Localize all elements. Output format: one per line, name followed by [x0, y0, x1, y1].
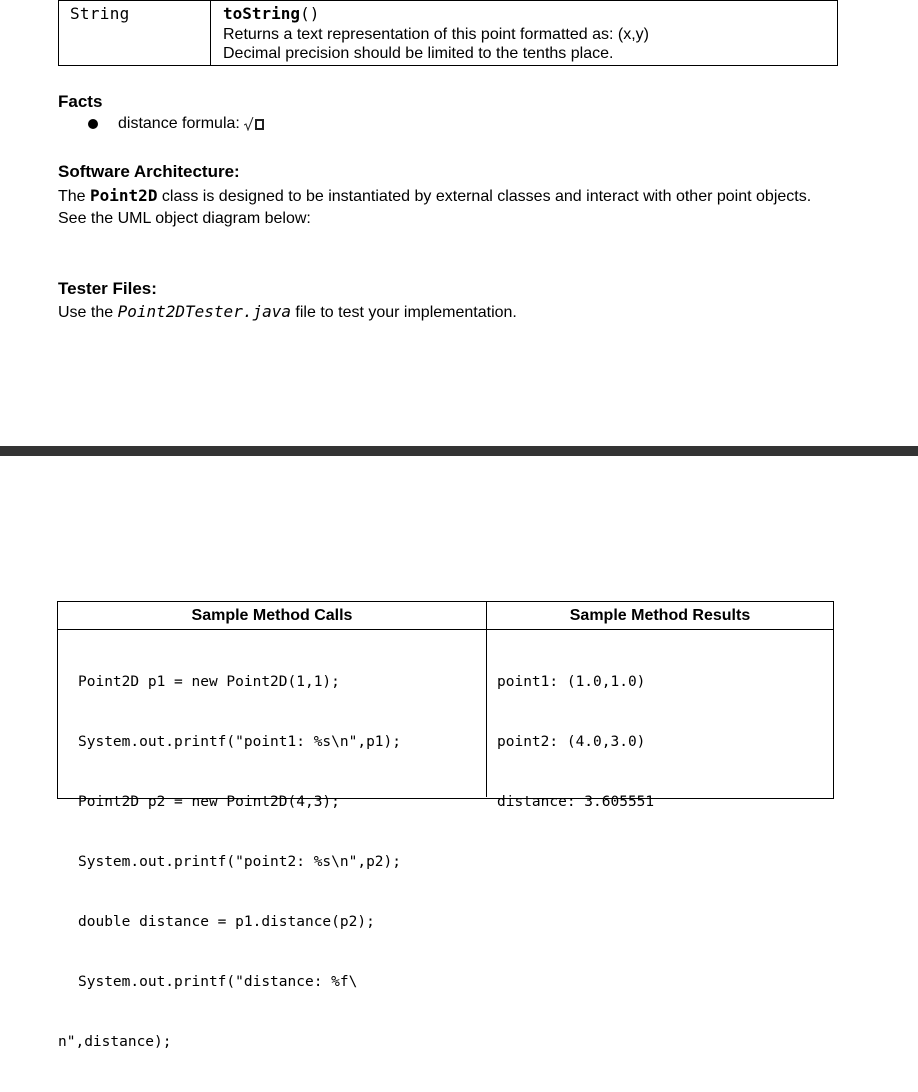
return-type: String	[59, 1, 211, 65]
method-table	[58, 0, 838, 66]
tester-text-before: Use the	[58, 304, 118, 321]
page-divider	[0, 446, 918, 456]
code-line-wrap: n",distance);	[58, 1034, 172, 1050]
sample-results-cell	[487, 630, 833, 810]
method-description-line: Decimal precision should be limited to the tenths place.	[223, 45, 614, 62]
sample-table	[57, 601, 834, 1050]
method-name: toString	[223, 4, 301, 23]
square-root-icon	[244, 117, 264, 131]
method-cell	[211, 1, 837, 65]
architecture-text-before: The	[58, 188, 91, 205]
code-line: System.out.printf("distance: %f\	[78, 974, 358, 990]
class-name: Point2D	[90, 186, 158, 205]
bullet-icon	[88, 119, 98, 129]
sample-table-header	[58, 602, 833, 630]
architecture-text	[58, 185, 818, 230]
sample-calls-cell	[58, 630, 487, 1050]
tester-text	[58, 302, 517, 322]
header-sample-calls: Sample Method Calls	[58, 602, 487, 629]
placeholder-box-icon	[255, 119, 264, 130]
tester-text-after: file to test your implementation.	[290, 304, 517, 321]
code-line: System.out.printf("point1: %s\n",p1);	[78, 734, 402, 750]
tester-heading: Tester Files:	[58, 279, 157, 298]
code-line: Point2D p1 = new Point2D(1,1);	[78, 674, 340, 690]
architecture-heading: Software Architecture:	[58, 162, 240, 181]
method-description-line: Returns a text representation of this point formatted as: (x,y)	[223, 26, 649, 43]
tester-file-name: Point2DTester.java	[117, 302, 291, 321]
architecture-text-after: class is designed to be instantiated by external classes and interact with other point objects. See the UML object diagram below:	[58, 188, 812, 227]
code-line: double distance = p1.distance(p2);	[78, 914, 375, 930]
fact-label: distance formula:	[118, 115, 240, 132]
code-line: System.out.printf("point2: %s\n",p2);	[78, 854, 402, 870]
result-line: point1: (1.0,1.0)	[497, 674, 646, 690]
method-signature	[223, 4, 837, 25]
fact-list-item	[88, 115, 264, 133]
facts-heading: Facts	[58, 92, 103, 111]
sample-table-body	[58, 630, 833, 1050]
result-line: distance: 3.605551	[497, 794, 655, 810]
code-line: Point2D p2 = new Point2D(4,3);	[78, 794, 340, 810]
method-parens: ()	[300, 4, 320, 23]
header-sample-results: Sample Method Results	[569, 607, 751, 624]
result-line: point2: (4.0,3.0)	[497, 734, 646, 750]
